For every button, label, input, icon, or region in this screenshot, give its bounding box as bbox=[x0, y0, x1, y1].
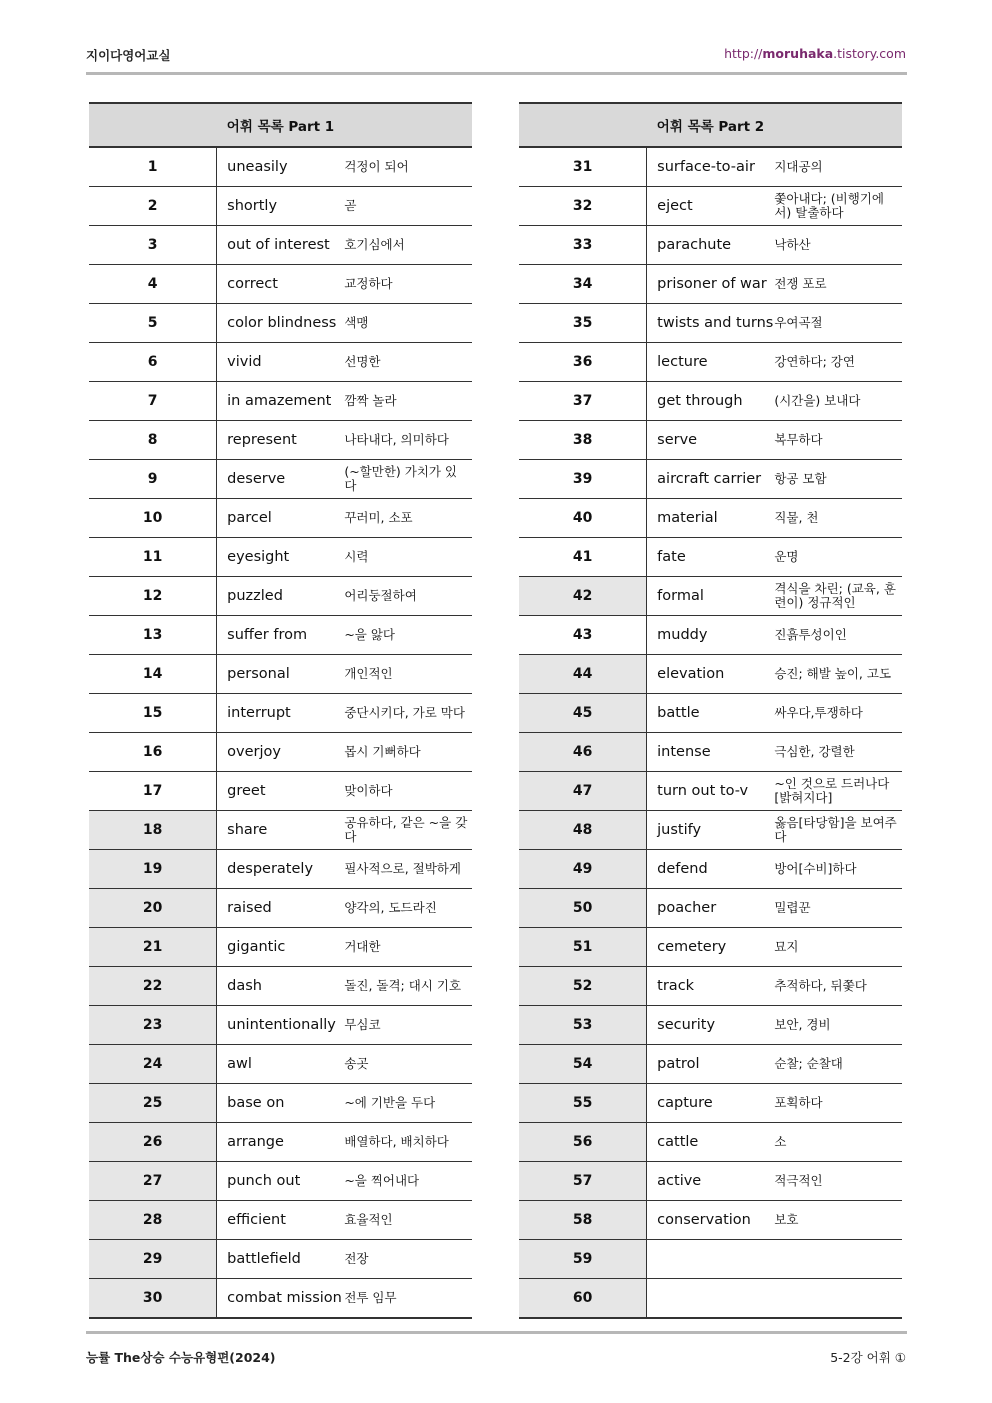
vocab-word: muddy bbox=[647, 616, 775, 655]
table-row bbox=[519, 499, 902, 538]
row-number: 25 bbox=[89, 1084, 217, 1123]
table-row bbox=[519, 577, 902, 616]
vocab-word: security bbox=[647, 1006, 775, 1045]
table-row bbox=[519, 967, 902, 1006]
table-row bbox=[89, 1162, 472, 1201]
vocab-word: prisoner of war bbox=[647, 265, 775, 304]
vocab-word: aircraft carrier bbox=[647, 460, 775, 499]
table-row bbox=[519, 1006, 902, 1045]
row-number: 20 bbox=[89, 889, 217, 928]
row-number: 1 bbox=[89, 147, 217, 187]
vocab-word: overjoy bbox=[217, 733, 345, 772]
table-row bbox=[89, 499, 472, 538]
vocab-word: eyesight bbox=[217, 538, 345, 577]
table-row bbox=[519, 850, 902, 889]
row-number: 13 bbox=[89, 616, 217, 655]
vocab-meaning bbox=[774, 1240, 902, 1279]
vocab-meaning: 호기심에서 bbox=[344, 226, 472, 265]
vocab-word: dash bbox=[217, 967, 345, 1006]
row-number: 10 bbox=[89, 499, 217, 538]
footer-lesson-label: 5-2강 어휘 ① bbox=[830, 1350, 906, 1365]
table-row bbox=[519, 1240, 902, 1279]
row-number: 33 bbox=[519, 226, 647, 265]
table-row bbox=[89, 772, 472, 811]
row-number: 49 bbox=[519, 850, 647, 889]
row-number: 38 bbox=[519, 421, 647, 460]
table-row bbox=[519, 655, 902, 694]
row-number: 6 bbox=[89, 343, 217, 382]
row-number: 48 bbox=[519, 811, 647, 850]
row-number: 60 bbox=[519, 1279, 647, 1319]
vocab-word: elevation bbox=[647, 655, 775, 694]
table-row bbox=[89, 850, 472, 889]
table-row bbox=[519, 616, 902, 655]
vocab-meaning: 필사적으로, 절박하게 bbox=[344, 850, 472, 889]
row-number: 55 bbox=[519, 1084, 647, 1123]
footer-divider bbox=[86, 1331, 907, 1334]
vocab-word: personal bbox=[217, 655, 345, 694]
row-number: 43 bbox=[519, 616, 647, 655]
row-number: 21 bbox=[89, 928, 217, 967]
vocab-meaning: (시간을) 보내다 bbox=[774, 382, 902, 421]
table-row bbox=[519, 1045, 902, 1084]
table-row bbox=[89, 421, 472, 460]
vocab-meaning: 운명 bbox=[774, 538, 902, 577]
vocab-meaning: 격식을 차린; (교육, 훈련이) 정규적인 bbox=[774, 577, 902, 616]
vocab-meaning: 양각의, 도드라진 bbox=[344, 889, 472, 928]
table-title: 어휘 목록 Part 2 bbox=[519, 103, 902, 147]
vocab-meaning: 강연하다; 강연 bbox=[774, 343, 902, 382]
table-row bbox=[89, 889, 472, 928]
table-row bbox=[89, 187, 472, 226]
vocab-meaning: 추적하다, 뒤쫓다 bbox=[774, 967, 902, 1006]
vocab-meaning: 전쟁 포로 bbox=[774, 265, 902, 304]
table-row bbox=[519, 343, 902, 382]
vocab-word: awl bbox=[217, 1045, 345, 1084]
table-row bbox=[89, 811, 472, 850]
vocab-word: color blindness bbox=[217, 304, 345, 343]
row-number: 56 bbox=[519, 1123, 647, 1162]
vocab-word: serve bbox=[647, 421, 775, 460]
vocab-word: share bbox=[217, 811, 345, 850]
vocab-meaning: 맞이하다 bbox=[344, 772, 472, 811]
vocab-meaning: 깜짝 놀라 bbox=[344, 382, 472, 421]
table-row bbox=[519, 1162, 902, 1201]
row-number: 9 bbox=[89, 460, 217, 499]
vocab-word: puzzled bbox=[217, 577, 345, 616]
vocab-meaning: (~할만한) 가치가 있다 bbox=[344, 460, 472, 499]
vocab-word: unintentionally bbox=[217, 1006, 345, 1045]
vocab-meaning: 꾸러미, 소포 bbox=[344, 499, 472, 538]
vocab-meaning: 진흙투성이인 bbox=[774, 616, 902, 655]
vocab-meaning: 소 bbox=[774, 1123, 902, 1162]
table-row bbox=[519, 1201, 902, 1240]
vocab-word: interrupt bbox=[217, 694, 345, 733]
vocab-meaning: 적극적인 bbox=[774, 1162, 902, 1201]
vocab-word: raised bbox=[217, 889, 345, 928]
vocab-meaning: 곧 bbox=[344, 187, 472, 226]
table-row bbox=[89, 147, 472, 187]
vocab-word: battle bbox=[647, 694, 775, 733]
row-number: 57 bbox=[519, 1162, 647, 1201]
table-row bbox=[89, 1084, 472, 1123]
row-number: 4 bbox=[89, 265, 217, 304]
footer-book-title: 능률 The상승 수능유형편(2024) bbox=[86, 1350, 276, 1365]
vocab-meaning: 승진; 해발 높이, 고도 bbox=[774, 655, 902, 694]
table-row bbox=[89, 460, 472, 499]
row-number: 39 bbox=[519, 460, 647, 499]
row-number: 52 bbox=[519, 967, 647, 1006]
row-number: 35 bbox=[519, 304, 647, 343]
vocab-meaning: 선명한 bbox=[344, 343, 472, 382]
vocab-meaning: 시력 bbox=[344, 538, 472, 577]
table-row bbox=[519, 265, 902, 304]
vocab-word: correct bbox=[217, 265, 345, 304]
vocab-meaning: 교정하다 bbox=[344, 265, 472, 304]
vocab-word: eject bbox=[647, 187, 775, 226]
vocab-word: parcel bbox=[217, 499, 345, 538]
vocab-meaning: 효율적인 bbox=[344, 1201, 472, 1240]
table-row bbox=[519, 538, 902, 577]
vocab-meaning bbox=[774, 1279, 902, 1319]
vocab-meaning: 우여곡절 bbox=[774, 304, 902, 343]
vocab-word: active bbox=[647, 1162, 775, 1201]
row-number: 34 bbox=[519, 265, 647, 304]
table-row bbox=[519, 1123, 902, 1162]
vocab-word: parachute bbox=[647, 226, 775, 265]
row-number: 58 bbox=[519, 1201, 647, 1240]
vocab-meaning: 배열하다, 배치하다 bbox=[344, 1123, 472, 1162]
table-row bbox=[89, 538, 472, 577]
url-suffix: .tistory.com bbox=[833, 46, 906, 61]
table-row bbox=[519, 811, 902, 850]
table-row bbox=[519, 1084, 902, 1123]
table-row bbox=[89, 655, 472, 694]
vocab-word: arrange bbox=[217, 1123, 345, 1162]
table-row bbox=[519, 694, 902, 733]
row-number: 42 bbox=[519, 577, 647, 616]
table-row bbox=[89, 382, 472, 421]
row-number: 50 bbox=[519, 889, 647, 928]
table-row bbox=[519, 772, 902, 811]
vocab-meaning: 몹시 기뻐하다 bbox=[344, 733, 472, 772]
table-title: 어휘 목록 Part 1 bbox=[89, 103, 472, 147]
vocab-word: efficient bbox=[217, 1201, 345, 1240]
row-number: 30 bbox=[89, 1279, 217, 1319]
row-number: 28 bbox=[89, 1201, 217, 1240]
table-row bbox=[519, 889, 902, 928]
vocab-word: conservation bbox=[647, 1201, 775, 1240]
row-number: 45 bbox=[519, 694, 647, 733]
row-number: 36 bbox=[519, 343, 647, 382]
row-number: 12 bbox=[89, 577, 217, 616]
header-divider bbox=[86, 72, 907, 75]
vocab-word bbox=[647, 1279, 775, 1319]
vocab-meaning: 돌진, 돌격; 대시 기호 bbox=[344, 967, 472, 1006]
vocab-meaning: 전투 임무 bbox=[344, 1279, 472, 1319]
table-row bbox=[89, 226, 472, 265]
vocab-word bbox=[647, 1240, 775, 1279]
vocab-meaning: 항공 모함 bbox=[774, 460, 902, 499]
vocab-word: poacher bbox=[647, 889, 775, 928]
vocab-word: patrol bbox=[647, 1045, 775, 1084]
table-row bbox=[519, 187, 902, 226]
table-row bbox=[519, 304, 902, 343]
vocab-meaning: ~에 기반을 두다 bbox=[344, 1084, 472, 1123]
vocab-word: lecture bbox=[647, 343, 775, 382]
vocab-meaning: 지대공의 bbox=[774, 147, 902, 187]
vocab-word: justify bbox=[647, 811, 775, 850]
vocab-word: formal bbox=[647, 577, 775, 616]
row-number: 41 bbox=[519, 538, 647, 577]
row-number: 44 bbox=[519, 655, 647, 694]
row-number: 18 bbox=[89, 811, 217, 850]
table-row bbox=[89, 1279, 472, 1319]
row-number: 14 bbox=[89, 655, 217, 694]
vocab-meaning: 싸우다,투쟁하다 bbox=[774, 694, 902, 733]
vocab-word: turn out to-v bbox=[647, 772, 775, 811]
vocab-meaning: 전장 bbox=[344, 1240, 472, 1279]
vocab-word: defend bbox=[647, 850, 775, 889]
vocab-word: uneasily bbox=[217, 147, 345, 187]
vocab-meaning: 송곳 bbox=[344, 1045, 472, 1084]
row-number: 54 bbox=[519, 1045, 647, 1084]
row-number: 26 bbox=[89, 1123, 217, 1162]
table-row bbox=[89, 694, 472, 733]
row-number: 15 bbox=[89, 694, 217, 733]
vocab-meaning: ~을 찍어내다 bbox=[344, 1162, 472, 1201]
row-number: 23 bbox=[89, 1006, 217, 1045]
vocab-meaning: ~인 것으로 드러나다[밝혀지다] bbox=[774, 772, 902, 811]
table-row bbox=[519, 460, 902, 499]
table-row bbox=[89, 1240, 472, 1279]
vocab-meaning: 색맹 bbox=[344, 304, 472, 343]
vocab-meaning: 중단시키다, 가로 막다 bbox=[344, 694, 472, 733]
table-row bbox=[89, 1201, 472, 1240]
vocab-word: punch out bbox=[217, 1162, 345, 1201]
row-number: 7 bbox=[89, 382, 217, 421]
vocab-word: shortly bbox=[217, 187, 345, 226]
row-number: 16 bbox=[89, 733, 217, 772]
vocab-word: battlefield bbox=[217, 1240, 345, 1279]
row-number: 32 bbox=[519, 187, 647, 226]
row-number: 46 bbox=[519, 733, 647, 772]
header-title: 지이다영어교실 bbox=[86, 48, 171, 63]
table-row bbox=[89, 1123, 472, 1162]
row-number: 40 bbox=[519, 499, 647, 538]
row-number: 8 bbox=[89, 421, 217, 460]
vocab-word: deserve bbox=[217, 460, 345, 499]
table-row bbox=[89, 928, 472, 967]
vocab-word: cattle bbox=[647, 1123, 775, 1162]
row-number: 22 bbox=[89, 967, 217, 1006]
row-number: 3 bbox=[89, 226, 217, 265]
table-row bbox=[89, 577, 472, 616]
row-number: 37 bbox=[519, 382, 647, 421]
url-bold: moruhaka bbox=[762, 46, 834, 61]
vocab-meaning: 방어[수비]하다 bbox=[774, 850, 902, 889]
table-row bbox=[89, 616, 472, 655]
table-row bbox=[89, 304, 472, 343]
vocab-word: fate bbox=[647, 538, 775, 577]
vocab-meaning: 복무하다 bbox=[774, 421, 902, 460]
vocab-meaning: 공유하다, 같은 ~을 갖다 bbox=[344, 811, 472, 850]
row-number: 29 bbox=[89, 1240, 217, 1279]
table-row bbox=[519, 733, 902, 772]
vocab-word: base on bbox=[217, 1084, 345, 1123]
table-row bbox=[519, 147, 902, 187]
vocab-meaning: 밀렵꾼 bbox=[774, 889, 902, 928]
row-number: 31 bbox=[519, 147, 647, 187]
table-row bbox=[519, 421, 902, 460]
vocab-meaning: 어리둥절하여 bbox=[344, 577, 472, 616]
vocab-meaning: 낙하산 bbox=[774, 226, 902, 265]
row-number: 17 bbox=[89, 772, 217, 811]
table-row bbox=[89, 265, 472, 304]
vocab-meaning: 극심한, 강렬한 bbox=[774, 733, 902, 772]
vocab-word: material bbox=[647, 499, 775, 538]
vocab-word: combat mission bbox=[217, 1279, 345, 1319]
header-url[interactable] bbox=[724, 46, 906, 61]
table-row bbox=[519, 928, 902, 967]
table-row bbox=[519, 226, 902, 265]
vocab-word: represent bbox=[217, 421, 345, 460]
url-prefix: http:// bbox=[724, 46, 763, 61]
vocab-word: gigantic bbox=[217, 928, 345, 967]
vocab-meaning: 보안, 경비 bbox=[774, 1006, 902, 1045]
vocab-meaning: 보호 bbox=[774, 1201, 902, 1240]
vocab-word: twists and turns bbox=[647, 304, 775, 343]
row-number: 53 bbox=[519, 1006, 647, 1045]
vocab-table-part2 bbox=[519, 102, 902, 1319]
vocab-meaning: 옳음[타당함]을 보여주다 bbox=[774, 811, 902, 850]
vocab-meaning: 무심코 bbox=[344, 1006, 472, 1045]
row-number: 27 bbox=[89, 1162, 217, 1201]
vocab-word: suffer from bbox=[217, 616, 345, 655]
vocab-meaning: 포획하다 bbox=[774, 1084, 902, 1123]
vocab-meaning: 나타내다, 의미하다 bbox=[344, 421, 472, 460]
row-number: 59 bbox=[519, 1240, 647, 1279]
vocab-word: get through bbox=[647, 382, 775, 421]
vocab-meaning: 직물, 천 bbox=[774, 499, 902, 538]
vocab-word: surface-to-air bbox=[647, 147, 775, 187]
vocab-meaning: ~을 앓다 bbox=[344, 616, 472, 655]
row-number: 51 bbox=[519, 928, 647, 967]
table-row bbox=[519, 382, 902, 421]
table-row bbox=[89, 967, 472, 1006]
vocab-word: in amazement bbox=[217, 382, 345, 421]
vocab-meaning: 거대한 bbox=[344, 928, 472, 967]
vocab-word: cemetery bbox=[647, 928, 775, 967]
vocab-meaning: 쫓아내다; (비행기에서) 탈출하다 bbox=[774, 187, 902, 226]
vocab-meaning: 걱정이 되어 bbox=[344, 147, 472, 187]
vocab-word: out of interest bbox=[217, 226, 345, 265]
row-number: 24 bbox=[89, 1045, 217, 1084]
table-row bbox=[89, 1006, 472, 1045]
table-row bbox=[519, 1279, 902, 1319]
vocab-word: desperately bbox=[217, 850, 345, 889]
row-number: 5 bbox=[89, 304, 217, 343]
row-number: 2 bbox=[89, 187, 217, 226]
vocab-meaning: 순찰; 순찰대 bbox=[774, 1045, 902, 1084]
vocab-word: intense bbox=[647, 733, 775, 772]
vocab-word: track bbox=[647, 967, 775, 1006]
row-number: 19 bbox=[89, 850, 217, 889]
vocab-meaning: 개인적인 bbox=[344, 655, 472, 694]
table-row bbox=[89, 1045, 472, 1084]
vocab-word: greet bbox=[217, 772, 345, 811]
row-number: 11 bbox=[89, 538, 217, 577]
table-row bbox=[89, 733, 472, 772]
vocab-table-part1 bbox=[89, 102, 472, 1319]
vocab-word: capture bbox=[647, 1084, 775, 1123]
vocab-word: vivid bbox=[217, 343, 345, 382]
table-row bbox=[89, 343, 472, 382]
row-number: 47 bbox=[519, 772, 647, 811]
vocab-meaning: 묘지 bbox=[774, 928, 902, 967]
